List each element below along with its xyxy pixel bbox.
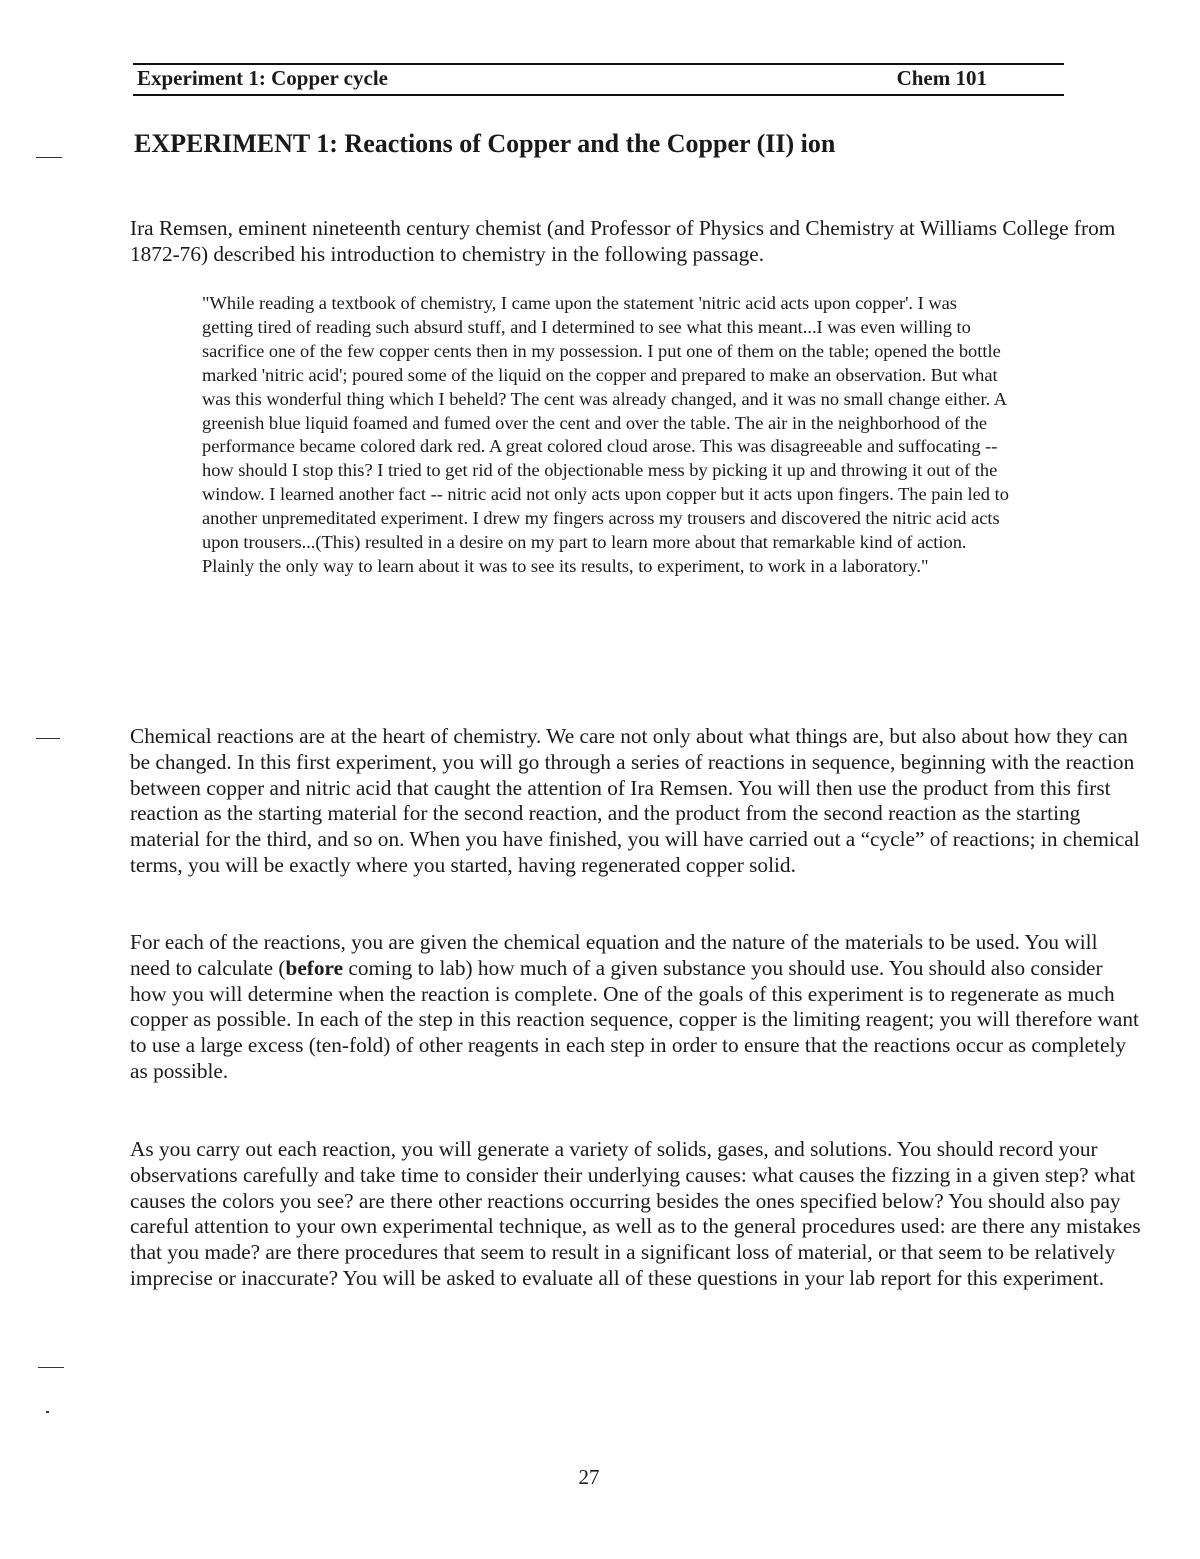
running-header <box>137 64 1057 92</box>
page-number: 27 <box>578 1465 600 1489</box>
margin-mark <box>38 1367 64 1368</box>
intro-paragraph: Ira Remsen, eminent nineteenth century chemist (and Professor of Physics and Chemistry at Williams College from 1872-76) described his introduction to chemistry in the following passage. <box>130 216 1116 266</box>
page-title: EXPERIMENT 1: Reactions of Copper and the Copper (II) ion <box>134 129 836 158</box>
header-rule-bottom <box>133 94 1064 96</box>
margin-mark <box>36 738 60 739</box>
body-paragraph-2-end: coming to lab) how much of a given substance you should use. You should also consider how you will determine when the reaction is complete. One of the goals of this experiment is to regenerate as much copper as possible. In each of the step in this reaction sequence, copper is the limiting reagent; you will therefore want to use a large excess (ten-fold) of other reagents in each step in order to ensure that the reactions occur as completely as possible. <box>130 955 1139 1083</box>
margin-mark <box>46 1411 49 1413</box>
margin-mark <box>36 157 62 158</box>
header-experiment-label: Experiment 1: Copper cycle <box>137 66 388 90</box>
emphasis-before: before <box>285 955 344 980</box>
body-paragraph-1: Chemical reactions are at the heart of chemistry. We care not only about what things are, but also about how they can be changed. In this first experiment, you will go through a series of reactions in sequence, beginning with the reaction between copper and nitric acid that caught the attention of Ira Remsen. You will then use the product from this first reaction as the starting material for the second reaction, and the product from the second reaction as the starting material for the third, and so on. When you have finished, you will have carried out a “cycle” of reactions; in chemical terms, you will be exactly where you started, having regenerated copper solid. <box>130 724 1140 877</box>
remsen-quote: "While reading a textbook of chemistry, I came upon the statement 'nitric acid acts upon copper'. I was getting tired of reading such absurd stuff, and I determined to see what this meant...I was even willing to sacrifice one of the few copper cents then in my possession. I put one of them on the table; opened the bottle marked 'nitric acid'; poured some of the liquid on the copper and prepared to make an observation. But what was this wonderful thing which I beheld? The cent was already changed, and it was no small change either. A greenish blue liquid foamed and fumed over the cent and over the table. The air in the neighborhood of the performance became colored dark red. A great colored cloud arose. This was disagreeable and suffocating -- how should I stop this? I tried to get rid of the objectionable mess by picking it up and throwing it out of the window. I learned another fact -- nitric acid not only acts upon copper but it acts upon fingers. The pain led to another unpremeditated experiment. I drew my fingers across my trousers and discovered the nitric acid acts upon trousers...(This) resulted in a desire on my part to learn more about that remarkable kind of action. Plainly the only way to learn about it was to see its results, to experiment, to work in a laboratory." <box>202 293 1009 576</box>
body-paragraph-2 <box>130 930 1142 1085</box>
body-paragraph-3: As you carry out each reaction, you will generate a variety of solids, gases, and solutions. You should record your observations carefully and take time to consider their underlying causes: what causes the fizzing in a given step? what causes the colors you see? are there other reactions occurring besides the ones specified below? You should also pay careful attention to your own experimental technique, as well as to the general procedures used: are there any mistakes that you made? are there procedures that seem to result in a significant loss of material, or that seem to be relatively imprecise or inaccurate? You will be asked to evaluate all of these questions in your lab report for this experiment. <box>130 1137 1141 1290</box>
body-paragraph-2-start: For each of the reactions, you are given the chemical equation and the nature of the materials to be used. You will need to calculate ( <box>130 930 1098 980</box>
header-course-label: Chem 101 <box>896 66 987 90</box>
